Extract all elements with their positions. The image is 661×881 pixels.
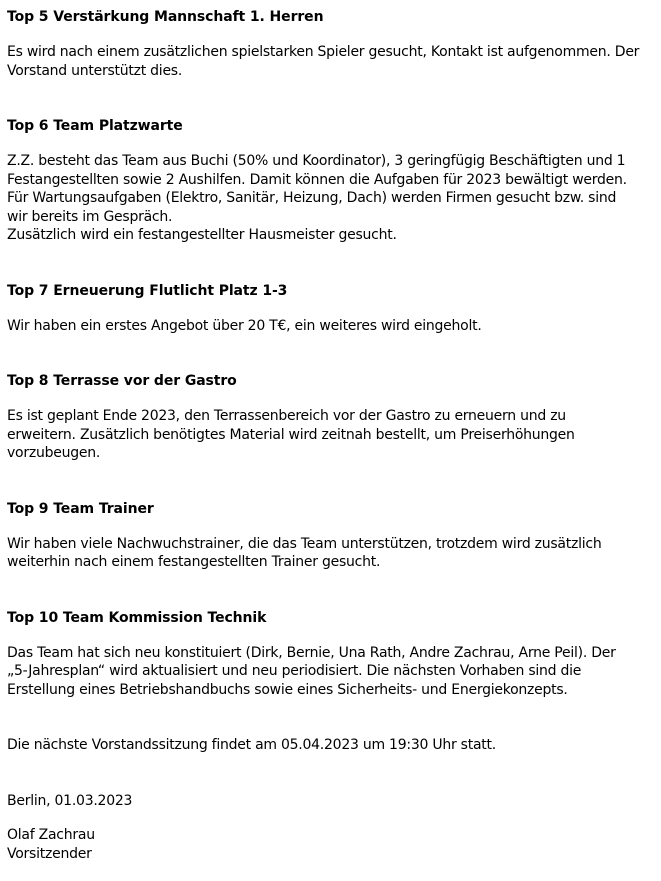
body-line: Wir haben ein erstes Angebot über 20 T€, ein weiteres wird eingeholt. xyxy=(7,317,482,334)
body-line: Es ist geplant Ende 2023, den Terrassenbereich vor der Gastro zu erneuern und zu xyxy=(7,408,566,424)
body-line: Das Team hat sich neu konstituiert (Dirk, Bernie, Una Rath, Andre Zachrau, Arne Peil). Der xyxy=(7,644,616,661)
agenda-item-top5 xyxy=(7,8,655,80)
body-line: Z.Z. besteht das Team aus Buchi (50% und Koordinator), 3 geringfügig Beschäftigten und 1 xyxy=(7,153,626,169)
section-body xyxy=(7,535,655,572)
next-meeting-note xyxy=(7,736,655,755)
section-heading: Top 9 Team Trainer xyxy=(7,500,154,517)
document-page xyxy=(7,8,655,863)
body-line: Zusätzlich wird ein festangestellter Hausmeister gesucht. xyxy=(7,227,397,243)
signer-name: Olaf Zachrau xyxy=(7,827,95,843)
body-line: weiterhin nach einem festangestellten Trainer gesucht. xyxy=(7,554,381,570)
place-and-date xyxy=(7,792,655,811)
section-heading: Top 6 Team Platzwarte xyxy=(7,118,183,134)
place-date-text: Berlin, 01.03.2023 xyxy=(7,792,133,809)
body-line: Für Wartungsaufgaben (Elektro, Sanitär, Heizung, Dach) werden Firmen gesucht bzw. sind xyxy=(7,190,617,206)
section-heading: Top 5 Verstärkung Mannschaft 1. Herren xyxy=(7,9,324,25)
body-line: „5-Jahresplan“ wird aktualisiert und neu periodisiert. Die nächsten Vorhaben sind die xyxy=(7,663,582,679)
body-line: Festangestellten sowie 2 Aushilfen. Damit können die Aufgaben für 2023 bewältigt werden. xyxy=(7,171,627,188)
section-body xyxy=(7,43,655,80)
agenda-item-top6 xyxy=(7,117,655,245)
section-heading: Top 10 Team Kommission Technik xyxy=(7,609,267,626)
section-heading: Top 8 Terrasse vor der Gastro xyxy=(7,373,237,389)
signature-block xyxy=(7,826,655,863)
section-body xyxy=(7,152,655,245)
body-line: Vorstand unterstützt dies. xyxy=(7,62,183,79)
agenda-item-top8 xyxy=(7,372,655,463)
agenda-item-top9 xyxy=(7,500,655,572)
agenda-item-top10 xyxy=(7,609,655,700)
signer-role: Vorsitzender xyxy=(7,845,92,862)
body-line: Erstellung eines Betriebshandbuchs sowie eines Sicherheits- und Energiekonzepts. xyxy=(7,681,568,698)
body-line: wir bereits im Gespräch. xyxy=(7,208,173,225)
section-body xyxy=(7,317,655,336)
body-line: erweitern. Zusätzlich benötigtes Material wird zeitnah bestellt, um Preiserhöhungen xyxy=(7,426,575,443)
next-meeting-text: Die nächste Vorstandssitzung findet am 05.04.2023 um 19:30 Uhr statt. xyxy=(7,737,496,753)
body-line: Es wird nach einem zusätzlichen spielstarken Spieler gesucht, Kontakt ist aufgenommen. Der xyxy=(7,44,640,60)
body-line: vorzubeugen. xyxy=(7,445,101,461)
section-body xyxy=(7,407,655,463)
section-heading: Top 7 Erneuerung Flutlicht Platz 1-3 xyxy=(7,282,288,299)
section-body xyxy=(7,644,655,700)
body-line: Wir haben viele Nachwuchstrainer, die das Team unterstützen, trotzdem wird zusätzlich xyxy=(7,535,602,552)
agenda-item-top7 xyxy=(7,282,655,336)
